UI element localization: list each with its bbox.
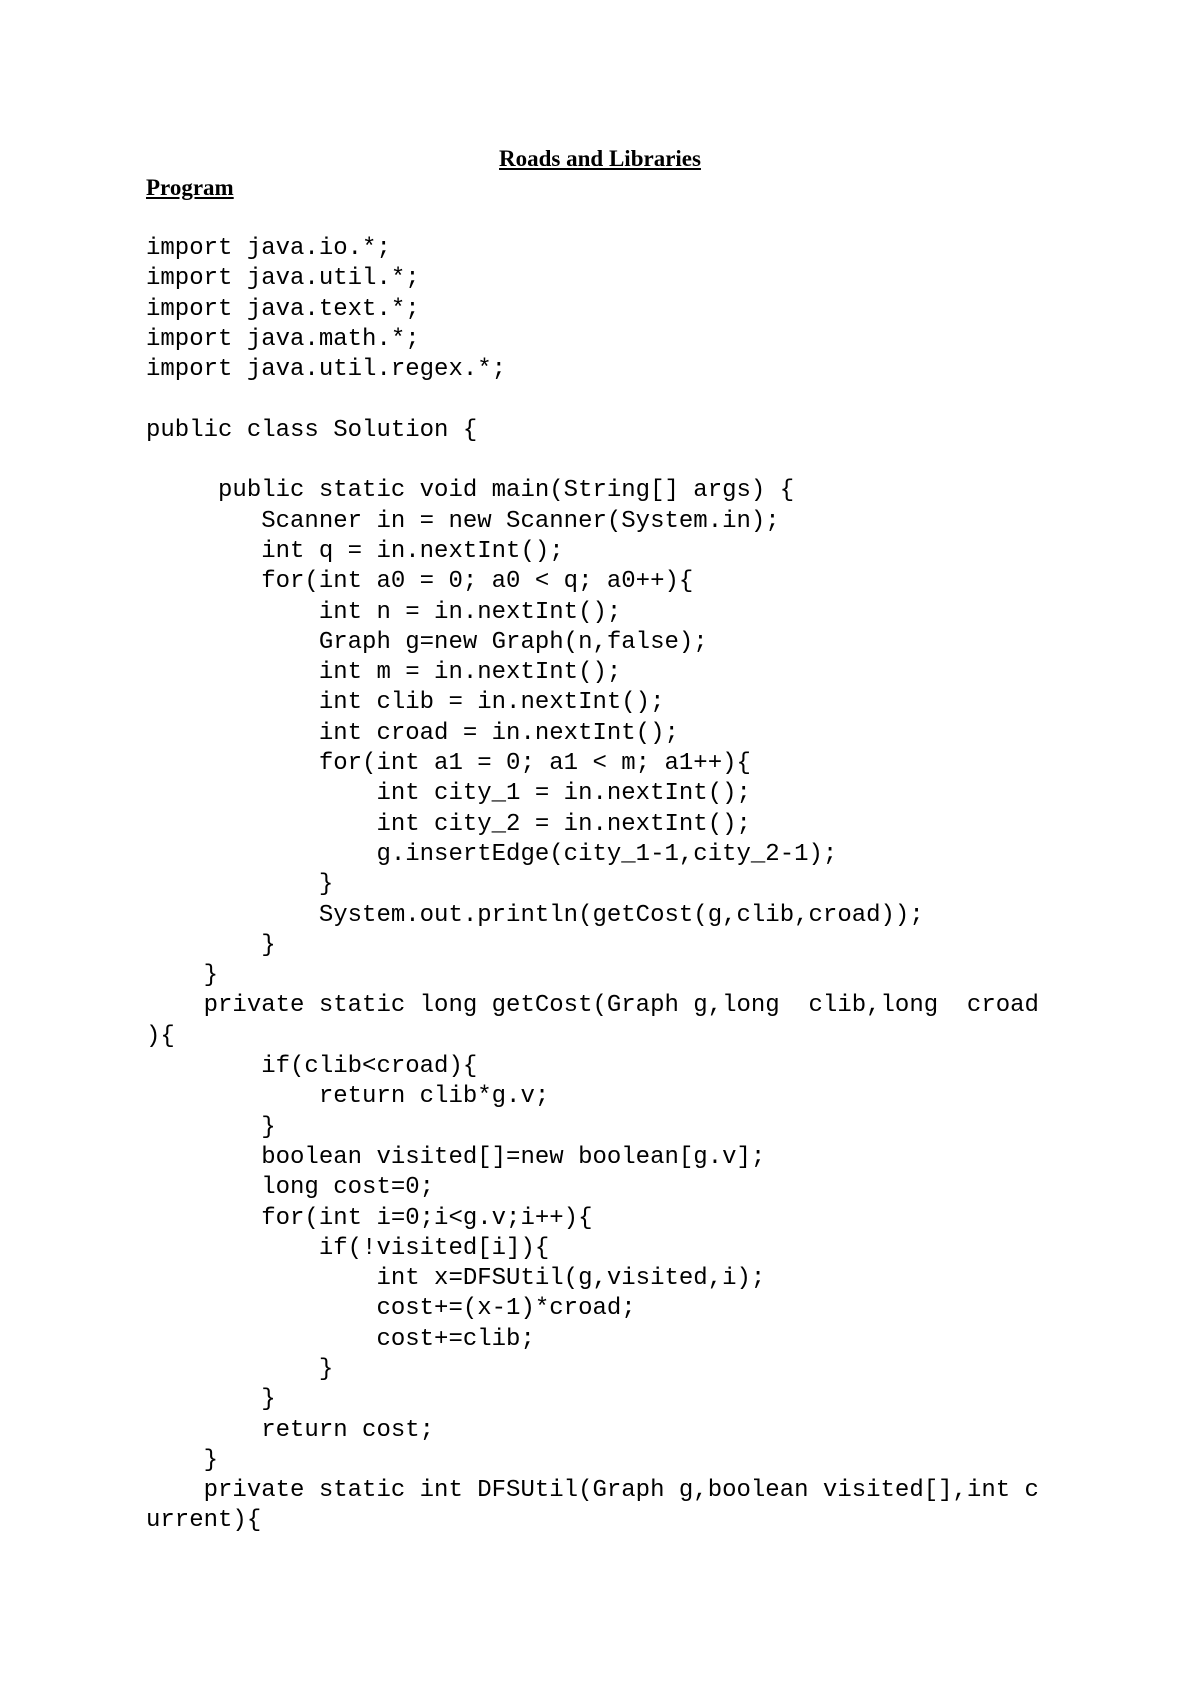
code-line xyxy=(146,446,1066,476)
code-line: for(int i=0;i<g.v;i++){ xyxy=(146,1204,593,1232)
code-line: for(int a1 = 0; a1 < m; a1++){ xyxy=(146,750,751,778)
code-line: } xyxy=(146,1113,276,1141)
code-line: import java.text.*; xyxy=(146,295,420,323)
code-line xyxy=(146,385,1066,415)
code-line: import java.util.regex.*; xyxy=(146,356,507,384)
code-line: if(clib<croad){ xyxy=(146,1053,478,1081)
code-line: int n = in.nextInt(); xyxy=(146,598,622,626)
code-line: g.insertEdge(city_1-1,city_2-1); xyxy=(146,840,838,868)
code-line: } xyxy=(146,1446,219,1474)
code-line: cost+=(x-1)*croad; xyxy=(146,1295,636,1323)
code-line: return cost; xyxy=(146,1416,435,1444)
code-line: for(int a0 = 0; a0 < q; a0++){ xyxy=(146,568,694,596)
code-line: return clib*g.v; xyxy=(146,1083,550,1111)
code-listing xyxy=(146,234,1066,1537)
code-line: private static long getCost(Graph g,long clib,long croad xyxy=(146,992,1039,1020)
code-line: } xyxy=(146,1386,276,1414)
code-line: public static void main(String[] args) { xyxy=(146,477,795,505)
code-line: int clib = in.nextInt(); xyxy=(146,689,665,717)
code-line: int q = in.nextInt(); xyxy=(146,537,564,565)
code-line: long cost=0; xyxy=(146,1174,435,1202)
code-line: int croad = in.nextInt(); xyxy=(146,719,679,747)
code-line: Scanner in = new Scanner(System.in); xyxy=(146,507,780,535)
document-title: Roads and Libraries xyxy=(499,146,701,171)
code-line: ){ xyxy=(146,1022,175,1050)
code-line: import java.io.*; xyxy=(146,235,391,262)
code-line: int city_2 = in.nextInt(); xyxy=(146,810,751,838)
code-line: System.out.println(getCost(g,clib,croad)); xyxy=(146,901,924,929)
code-line: int x=DFSUtil(g,visited,i); xyxy=(146,1265,766,1293)
code-line: cost+=clib; xyxy=(146,1325,535,1353)
code-line: urrent){ xyxy=(146,1507,262,1535)
code-line: int city_1 = in.nextInt(); xyxy=(146,780,751,808)
code-line: private static int DFSUtil(Graph g,boolean visited[],int c xyxy=(146,1477,1039,1505)
code-line: if(!visited[i]){ xyxy=(146,1234,550,1262)
code-line: } xyxy=(146,1355,334,1383)
code-line: import java.math.*; xyxy=(146,325,420,353)
code-line: int m = in.nextInt(); xyxy=(146,659,622,687)
code-line: Graph g=new Graph(n,false); xyxy=(146,628,708,656)
code-line: } xyxy=(146,962,219,990)
code-line: } xyxy=(146,931,276,959)
code-line: public class Solution { xyxy=(146,416,478,444)
code-line: import java.util.*; xyxy=(146,265,420,293)
code-line: boolean visited[]=new boolean[g.v]; xyxy=(146,1143,766,1171)
code-line: } xyxy=(146,871,334,899)
program-heading: Program xyxy=(146,175,234,200)
